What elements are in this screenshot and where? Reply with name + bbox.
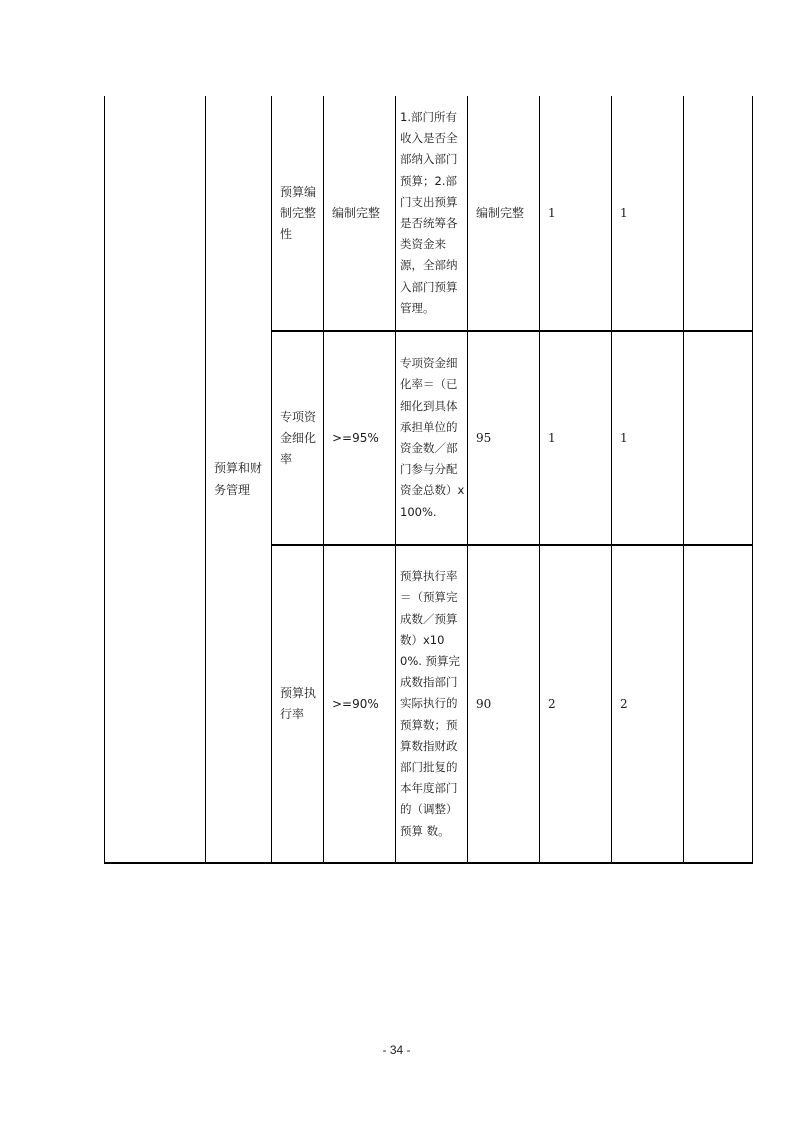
score-cell [612, 331, 684, 545]
definition-cell [396, 331, 468, 545]
indicator-name-cell [272, 331, 324, 545]
performance-indicator-table [104, 96, 753, 864]
indicator-score: 1 [620, 205, 628, 220]
target-cell [324, 331, 396, 545]
indicator-definition: 1.部门所有收入是否全部纳入部门预算；2.部门支出预算是否统筹各类资金来源，全部纳入部门预算管理。 [400, 109, 458, 315]
indicator-name-cell [272, 96, 324, 331]
target-cell [324, 545, 396, 863]
score-cell [612, 545, 684, 863]
indicator-definition: 专项资金细化率＝（已细化到具体承担单位的资金数／部门参与分配资金总数）x 100%. [400, 356, 465, 519]
weight-cell [540, 96, 612, 331]
indicator-target: >=90% [332, 696, 379, 711]
actual-cell [468, 331, 540, 545]
definition-cell [396, 96, 468, 331]
level2-indicator-cell [206, 96, 272, 863]
indicator-score: 1 [620, 430, 628, 445]
indicator-score: 2 [620, 696, 628, 711]
indicator-definition: 预算执行率＝（预算完成数／预算数）x100%. 预算完成数指部门实际执行的预算数；预算数指财政部门批复的本年度部门的（调整）预算 数。 [400, 569, 461, 838]
actual-cell [468, 96, 540, 331]
category-label: 预算和财务管理 [214, 461, 263, 497]
level1-indicator-cell [105, 96, 206, 863]
remark-cell [684, 96, 753, 331]
indicator-name-cell [272, 545, 324, 863]
indicator-actual: 编制完整 [476, 205, 525, 220]
indicator-weight: 1 [548, 430, 556, 445]
page-number: - 34 - [382, 1043, 411, 1057]
indicator-weight: 1 [548, 205, 556, 220]
indicator-name: 预算执行率 [280, 686, 317, 721]
indicator-name: 专项资金细化率 [280, 409, 317, 466]
remark-cell [684, 331, 753, 545]
indicator-target: >=95% [332, 430, 379, 445]
table-row [105, 96, 753, 331]
weight-cell [540, 331, 612, 545]
definition-cell [396, 545, 468, 863]
indicator-weight: 2 [548, 696, 556, 711]
remark-cell [684, 545, 753, 863]
indicator-actual: 90 [476, 696, 492, 711]
indicator-target: 编制完整 [332, 205, 381, 220]
actual-cell [468, 545, 540, 863]
score-cell [612, 96, 684, 331]
indicator-actual: 95 [476, 430, 492, 445]
weight-cell [540, 545, 612, 863]
target-cell [324, 96, 396, 331]
indicator-name: 预算编制完整性 [280, 184, 317, 241]
